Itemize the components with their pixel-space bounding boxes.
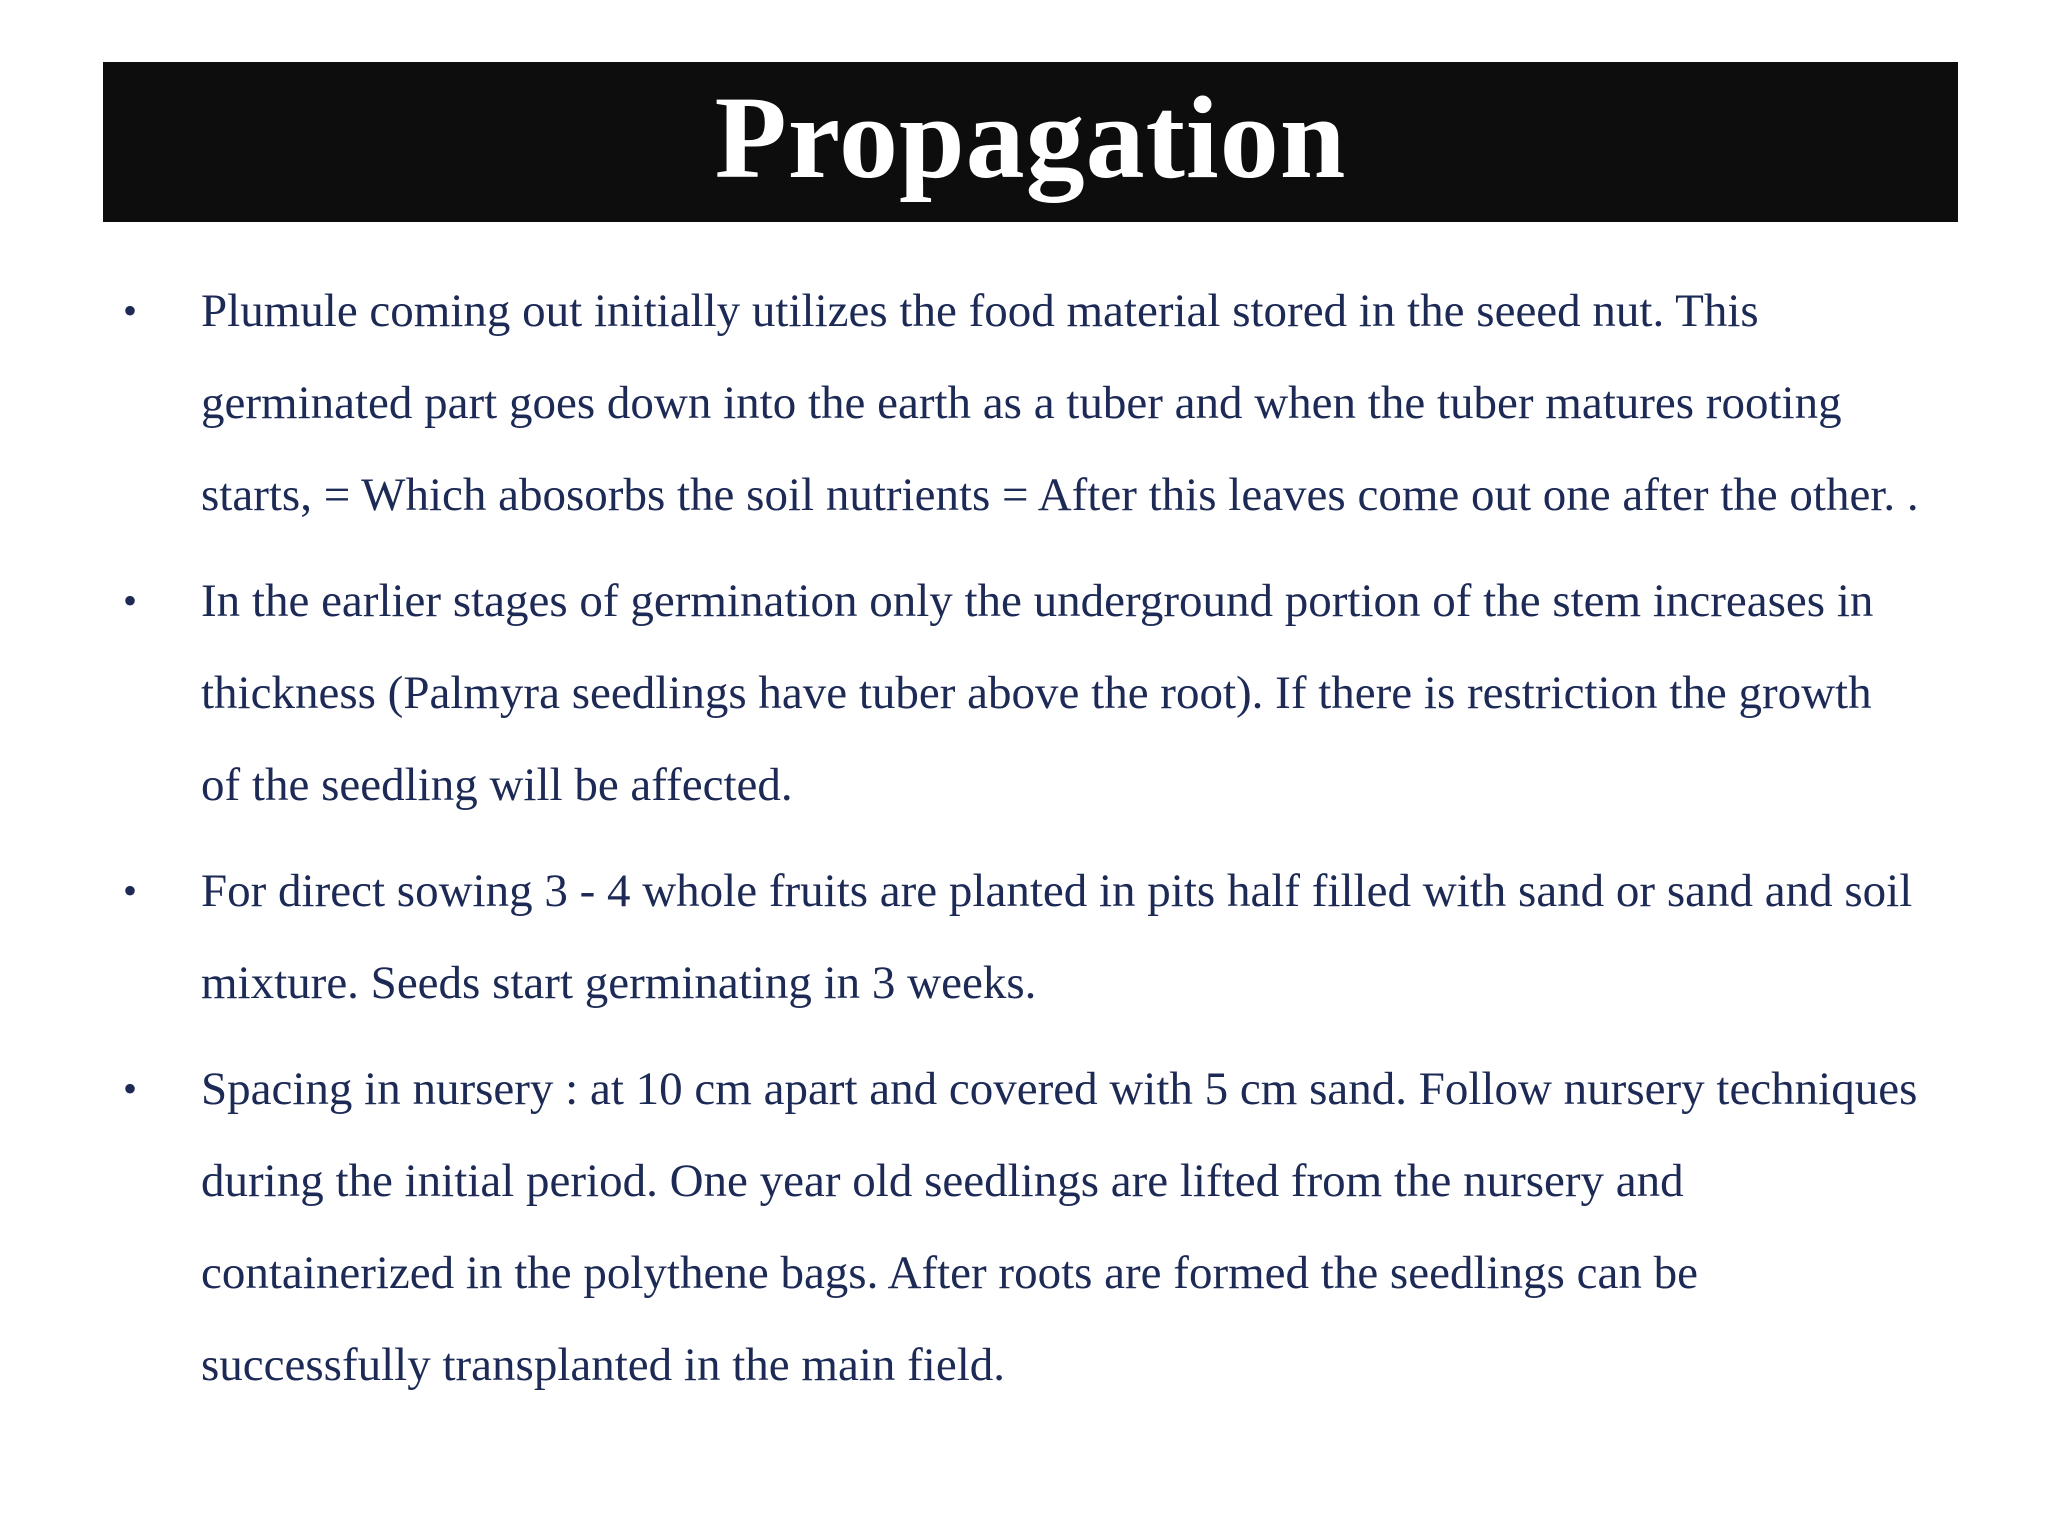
bullet-text: Spacing in nursery : at 10 cm apart and covered with 5 cm sand. Follow nursery techniques during the initial period. One year old seedlings are lifted from the nursery and containerized in the polythene bags. After roots are formed the seedlings can be successfully transplanted in the main field. bbox=[201, 1063, 1918, 1391]
title-bar bbox=[103, 62, 1958, 222]
bullet-dot-icon: • bbox=[123, 868, 138, 913]
bullet-dot-icon: • bbox=[123, 288, 138, 333]
bullet-item bbox=[120, 845, 1920, 1029]
bullet-text: Plumule coming out initially utilizes the food material stored in the seeed nut. This germinated part goes down into the earth as a tuber and when the tuber matures rooting starts, = Which abosorbs the soil nutrients = After this leaves come out one after the other. . bbox=[201, 285, 1919, 521]
bullet-item bbox=[120, 1043, 1920, 1411]
bullet-dot-icon: • bbox=[123, 1066, 138, 1111]
bullet-item bbox=[120, 555, 1920, 831]
bullet-dot-icon: • bbox=[123, 578, 138, 623]
bullet-item bbox=[120, 265, 1920, 541]
bullet-text: In the earlier stages of germination only the underground portion of the stem increases in thickness (Palmyra seedlings have tuber above the root). If there is restriction the growth of the seedling will be affected. bbox=[201, 575, 1874, 811]
bullet-list bbox=[120, 265, 1920, 1425]
bullet-text: For direct sowing 3 - 4 whole fruits are planted in pits half filled with sand or sand and soil mixture. Seeds start germinating in 3 weeks. bbox=[201, 865, 1913, 1009]
slide-title: Propagation bbox=[714, 72, 1347, 203]
